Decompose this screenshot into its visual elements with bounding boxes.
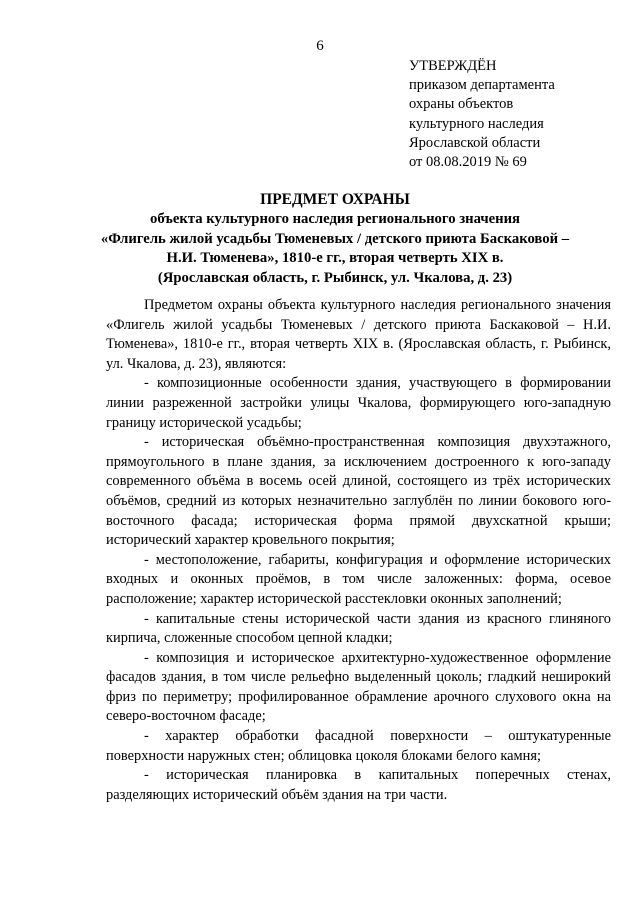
approval-stamp	[409, 57, 555, 172]
approval-line: УТВЕРЖДЁН	[409, 58, 497, 74]
document-body	[106, 296, 611, 805]
page-number: 6	[316, 38, 324, 54]
document-subtitle-line: (Ярославская область, г. Рыбинск, ул. Чкалова, д. 23)	[157, 270, 513, 287]
protection-item: - местоположение, габариты, конфигурация и оформление исторических входных и оконных проёмов, в том числе заложенных: форма, осевое расположение; характер исторической расстекловки оконных заполнений;	[106, 551, 611, 607]
document-subtitle-line: Н.И. Тюменева», 1810-е гг., вторая четверть XIX в.	[166, 250, 504, 267]
protection-item: - композиция и историческое архитектурно-художественное оформление фасадов здания, в том числе рельефно выделенный цоколь; гладкий неширокий фриз по периметру; профилированное обрамление арочного слухового окна на северо-восточном фасаде;	[106, 649, 611, 725]
protection-item: - капитальные стены исторической части здания из красного глиняного кирпича, сложенные способом цепной кладки;	[106, 610, 611, 647]
approval-line: Ярославской области	[409, 134, 541, 151]
protection-item: - характер обработки фасадной поверхности – оштукатуренные поверхности наружных стен; облицовка цоколя блоками белого камня;	[106, 728, 611, 764]
approval-line: культурного наследия	[409, 115, 544, 132]
approval-line: приказом департамента	[409, 77, 555, 94]
approval-line: от 08.08.2019 № 69	[409, 154, 527, 171]
intro-paragraph: Предметом охраны объекта культурного наследия регионального значения «Флигель жилой усадьбы Тюменевых / детского приюта Баскаковой – Н.И. Тюменева», 1810-е гг., вторая четверть XIX в. (Ярославская область, г. Рыбинск, ул. Чкалова, д. 23), являются:	[106, 297, 611, 372]
approval-line: охраны объектов	[409, 96, 514, 113]
document-subtitle-line: «Флигель жилой усадьбы Тюменевых / детского приюта Баскаковой –	[100, 230, 570, 247]
document-heading	[95, 190, 575, 289]
protection-item: - историческая планировка в капитальных поперечных стенах, разделяющих исторический объём здания на три части.	[106, 767, 611, 803]
protection-item: - историческая объёмно-пространственная композиция двухэтажного, прямоугольного в плане здания, за исключением достроенного к юго-западу современного объёма в восемь осей длиной, состоящего из трёх исторических объёмов, средний из которых незначительно заглублён по линии бокового юго-восточного фасада; историческая форма прямой двухскатной крыши; исторический характер кровельного покрытия;	[106, 434, 611, 549]
document-subtitle-line: объекта культурного наследия регионального значения	[149, 211, 521, 227]
protection-item: - композиционные особенности здания, участвующего в формировании линии разреженной застройки улицы Чкалова, формирующего юго-западную границу исторической усадьбы;	[106, 375, 611, 431]
document-title: ПРЕДМЕТ ОХРАНЫ	[260, 191, 410, 208]
